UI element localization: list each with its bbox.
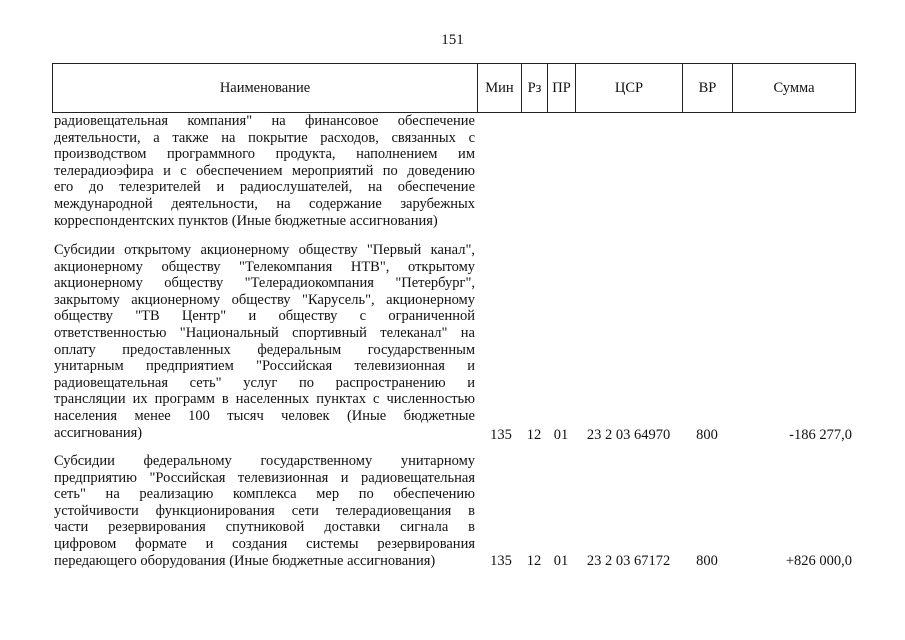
description-line: закрытому акционерному обществу "Карусель", акционерному bbox=[54, 291, 475, 308]
cell-pr: 01 bbox=[553, 553, 569, 569]
cell-min: 135 bbox=[490, 427, 512, 443]
row-description bbox=[54, 453, 475, 569]
description-line: производством программного продукта, наполнением им bbox=[54, 146, 475, 163]
description-line: Субсидии открытому акционерному обществу "Первый канал", bbox=[54, 242, 475, 258]
header-rz: Рз bbox=[522, 64, 548, 113]
description-line: населения менее 100 тысяч человек (Иные бюджетные bbox=[54, 407, 475, 424]
description-line: оплату предоставленных федеральным государственным bbox=[54, 341, 475, 358]
cell-rz: 12 bbox=[526, 427, 542, 443]
description-line: цифровом формате и создания системы резервирования bbox=[54, 535, 475, 552]
description-line: устойчивости функционирования сети телерадиовещания в bbox=[54, 502, 475, 519]
cell-sum: +826 000,0 bbox=[785, 553, 852, 569]
row-values bbox=[52, 424, 855, 444]
description-line: радиовещательная компания" на финансовое обеспечение bbox=[54, 113, 475, 129]
cell-vr: 800 bbox=[696, 427, 718, 443]
description-line: унитарным предприятием "Российская телевизионная и bbox=[54, 358, 475, 375]
description-line: сеть" на реализацию комплекса мер по обеспечению bbox=[54, 486, 475, 503]
description-line: деятельности, а также на покрытие расходов, связанных с bbox=[54, 129, 475, 146]
description-line: обществу "ТВ Центр" и обществу с ограниченной bbox=[54, 308, 475, 325]
row-description bbox=[54, 242, 475, 441]
cell-sum: -186 277,0 bbox=[789, 427, 852, 443]
description-line: трансляции их программ в населенных пунктах с численностью bbox=[54, 391, 475, 408]
header-sum: Сумма bbox=[733, 64, 856, 113]
description-line: корреспондентских пунктов (Иные бюджетные ассигнования) bbox=[54, 212, 438, 229]
header-vr: ВР bbox=[683, 64, 733, 113]
description-line: ассигнования) bbox=[54, 424, 143, 441]
row-values bbox=[52, 553, 855, 570]
cell-vr: 800 bbox=[696, 553, 718, 569]
cell-csr: 23 2 03 64970 bbox=[586, 427, 671, 443]
description-line: акционерному обществу "Телекомпания НТВ", открытому bbox=[54, 258, 475, 275]
cell-min: 135 bbox=[490, 553, 512, 569]
description-line: телерадиоэфира и с обеспечением мероприятий по доведению bbox=[54, 162, 475, 179]
description-line: его до телезрителей и радиослушателей, на обеспечение bbox=[54, 179, 475, 196]
page-number: 151 bbox=[441, 32, 464, 48]
header-csr: ЦСР bbox=[576, 64, 683, 113]
header-name: Наименование bbox=[53, 64, 478, 113]
header-pr: ПР bbox=[548, 64, 576, 113]
description-line: ответственностью "Национальный спортивный телеканал" на bbox=[54, 324, 475, 341]
description-line: части резервирования спутниковой доставки сигнала в bbox=[54, 519, 475, 536]
cell-rz: 12 bbox=[526, 553, 542, 569]
header-min: Мин bbox=[478, 64, 522, 113]
description-line: радиовещательная сеть" услуг по распространению и bbox=[54, 374, 475, 391]
table-header bbox=[52, 63, 856, 113]
description-line: передающего оборудования (Иные бюджетные ассигнования) bbox=[54, 552, 436, 569]
description-line: международной деятельности, на содержание зарубежных bbox=[54, 195, 475, 212]
description-line: Субсидии федеральному государственному унитарному bbox=[54, 453, 475, 469]
cell-pr: 01 bbox=[553, 427, 569, 443]
row-description bbox=[54, 113, 475, 229]
cell-csr: 23 2 03 67172 bbox=[586, 553, 671, 569]
description-line: акционерному обществу "Телерадиокомпания "Петербург", bbox=[54, 275, 475, 292]
description-line: предприятию "Российская телевизионная и радиовещательная bbox=[54, 469, 475, 486]
